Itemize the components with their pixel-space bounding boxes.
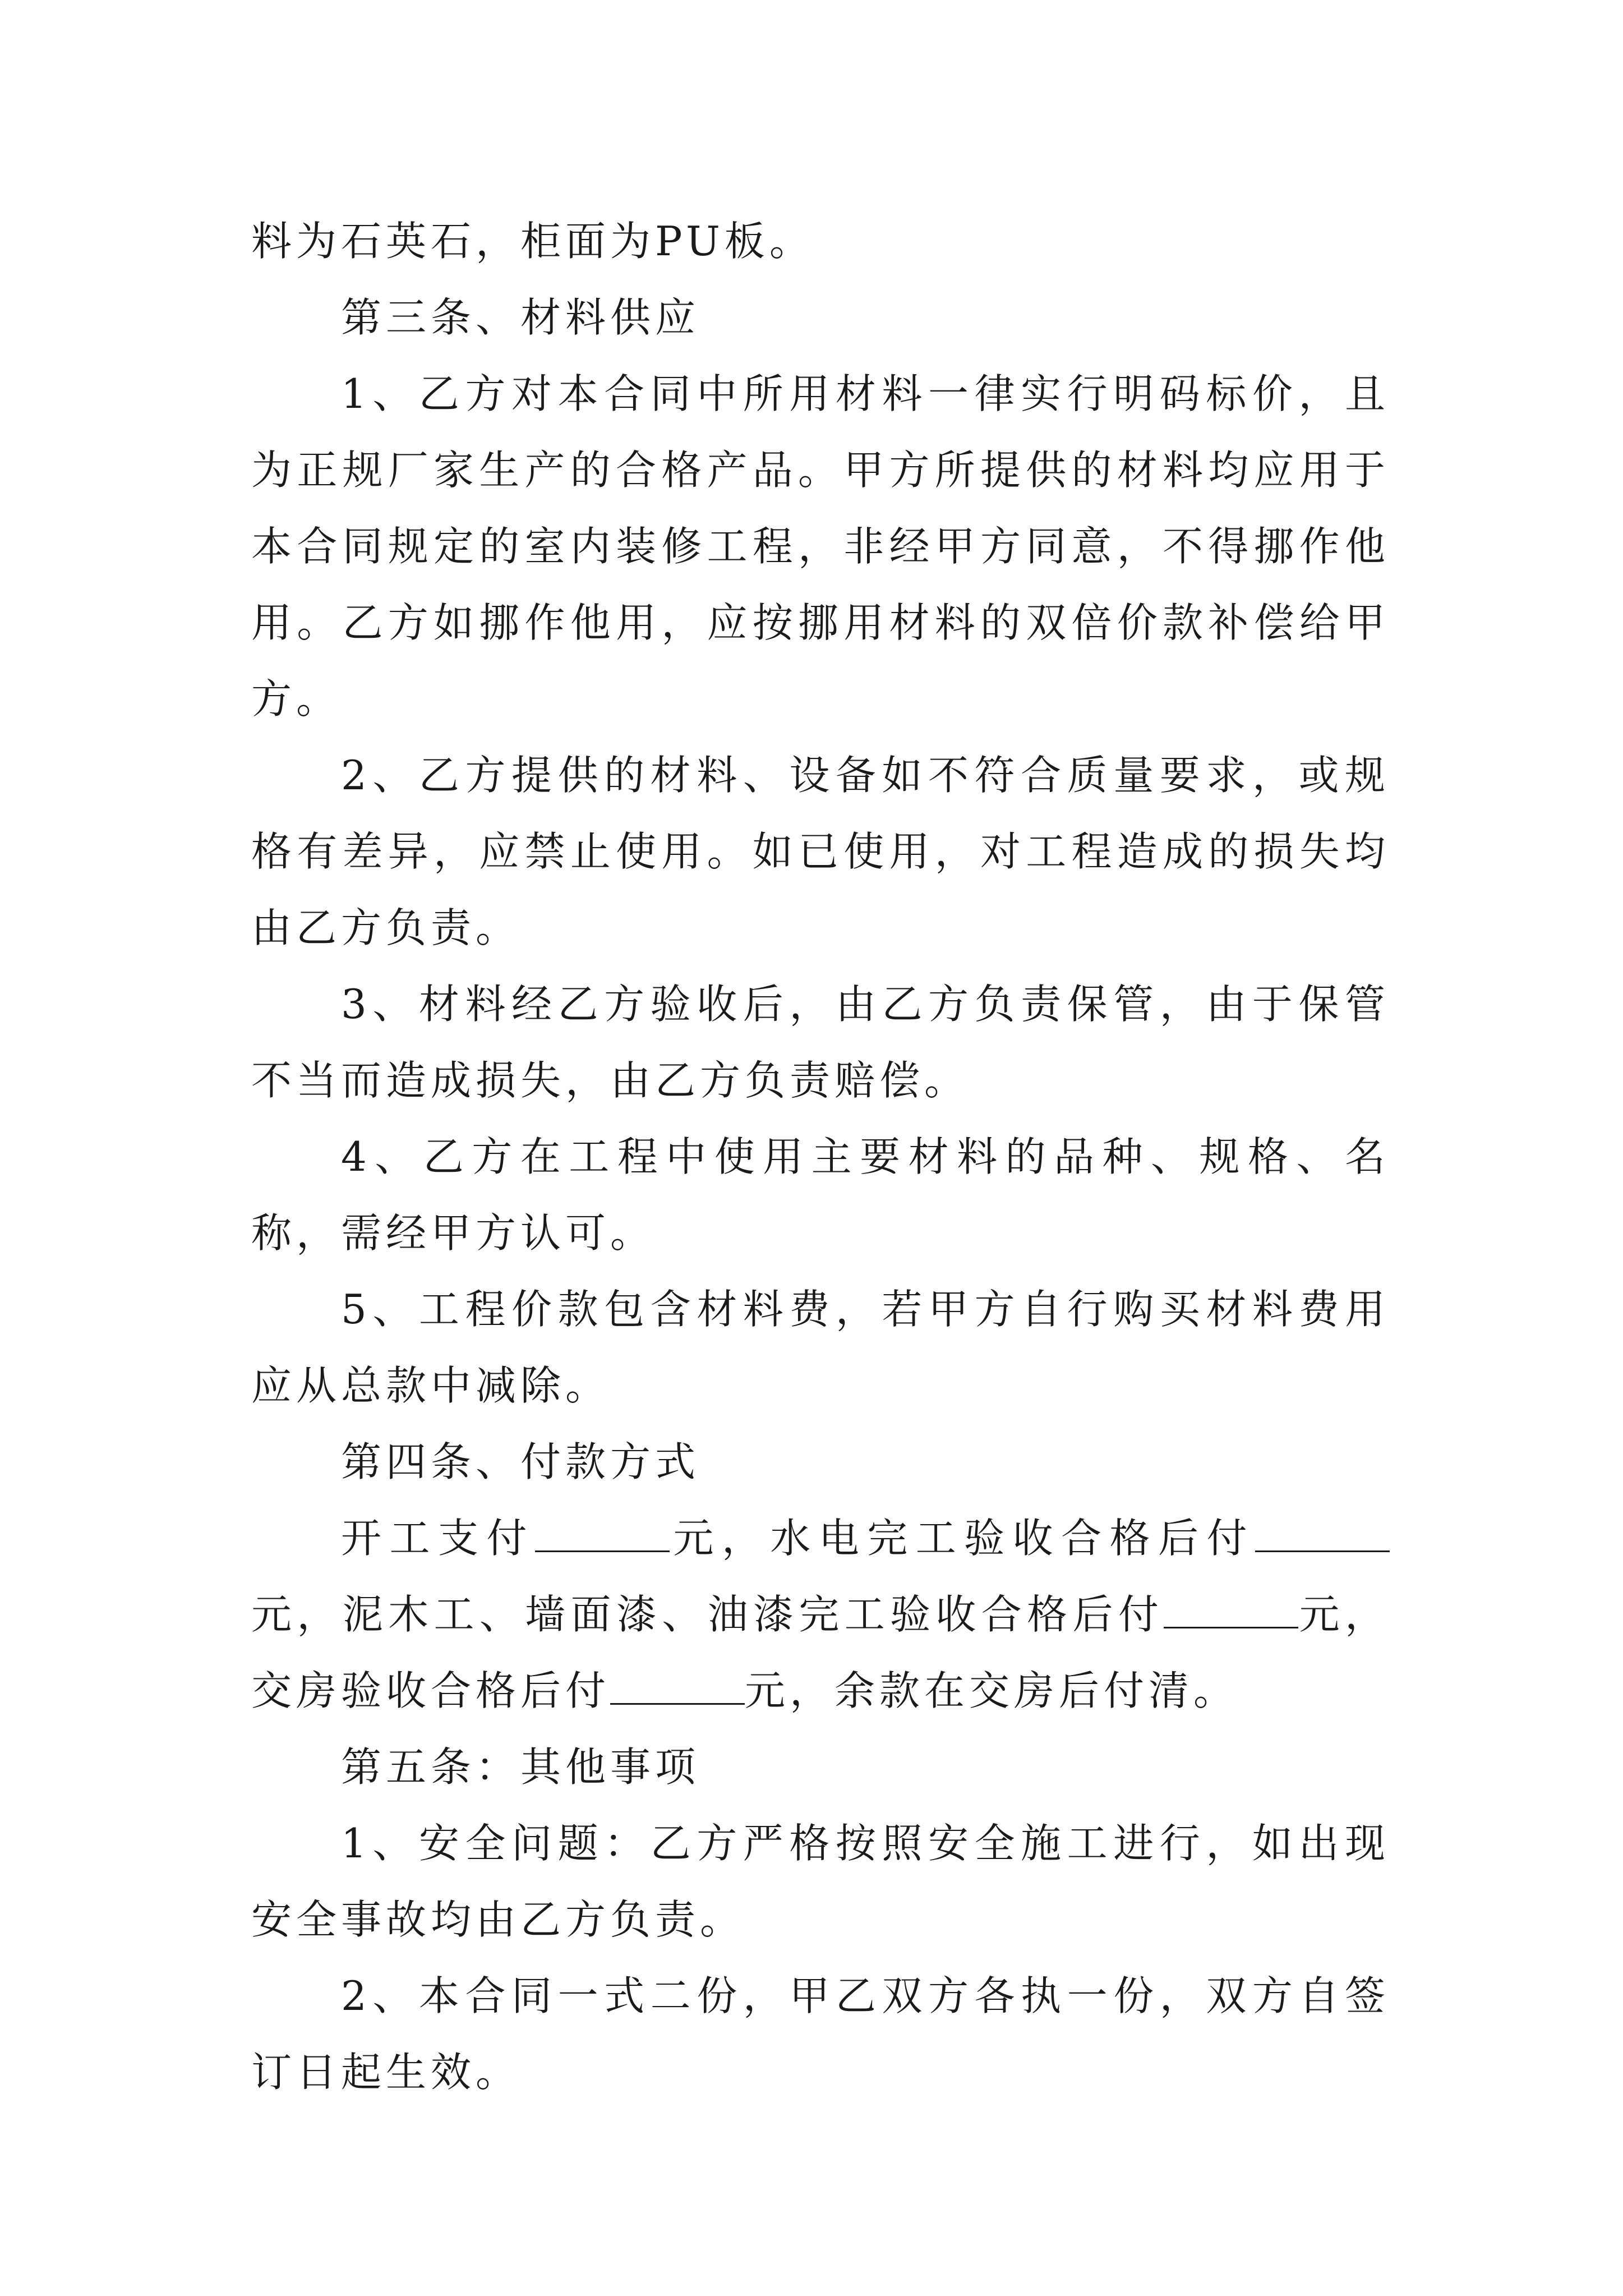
payment-text-2: 元，水电完工验收合格后付 <box>669 1515 1255 1562</box>
amount-blank-3 <box>1164 1594 1298 1628</box>
amount-blank-4 <box>610 1671 745 1705</box>
article-3-title: 第三条、材料供应 <box>341 294 700 341</box>
article-3-clause-1: 1、乙方对本合同中所用材料一律实行明码标价，且为正规厂家生产的合格产品。甲方所提供的材料均应用于本合同规定的室内装修工程，非经甲方同意，不得挪作他用。乙方如挪作他用，应按挪用材料的双倍价款补偿给甲方。 <box>251 370 1390 723</box>
article-4-payment-terms <box>251 1500 1390 1729</box>
article-5-clause-1: 1、安全问题：乙方严格按照安全施工进行，如出现安全事故均由乙方负责。 <box>251 1820 1390 1943</box>
article-4-title: 第四条、付款方式 <box>341 1438 700 1485</box>
payment-text-5: 元，余款在交房后付清。 <box>745 1667 1239 1714</box>
article-3-clause-2: 2、乙方提供的材料、设备如不符合质量要求，或规格有差异，应禁止使用。如已使用，对工程造成的损失均由乙方负责。 <box>251 752 1390 951</box>
article-3-clause-4: 4、乙方在工程中使用主要材料的品种、规格、名称，需经甲方认可。 <box>251 1133 1390 1257</box>
payment-text-4: 元，交房验收合格后付 <box>251 1591 1390 1714</box>
payment-text-3: 元，泥木工、墙面漆、油漆完工验收合格后付 <box>251 1591 1164 1638</box>
contract-body <box>251 203 1390 2110</box>
article-3-clause-5: 5、工程价款包含材料费，若甲方自行购买材料费用应从总款中减除。 <box>251 1286 1390 1409</box>
continued-paragraph: 料为石英石，柜面为PU板。 <box>251 218 814 265</box>
amount-blank-1 <box>535 1518 670 1552</box>
payment-text-1: 开工支付 <box>341 1515 535 1562</box>
article-5-clause-2: 2、本合同一式二份，甲乙双方各执一份，双方自签订日起生效。 <box>251 1972 1390 2096</box>
article-3-clause-3: 3、材料经乙方验收后，由乙方负责保管，由于保管不当而造成损失，由乙方负责赔偿。 <box>251 981 1390 1104</box>
article-5-title: 第五条：其他事项 <box>341 1743 700 1791</box>
amount-blank-2 <box>1255 1518 1390 1552</box>
